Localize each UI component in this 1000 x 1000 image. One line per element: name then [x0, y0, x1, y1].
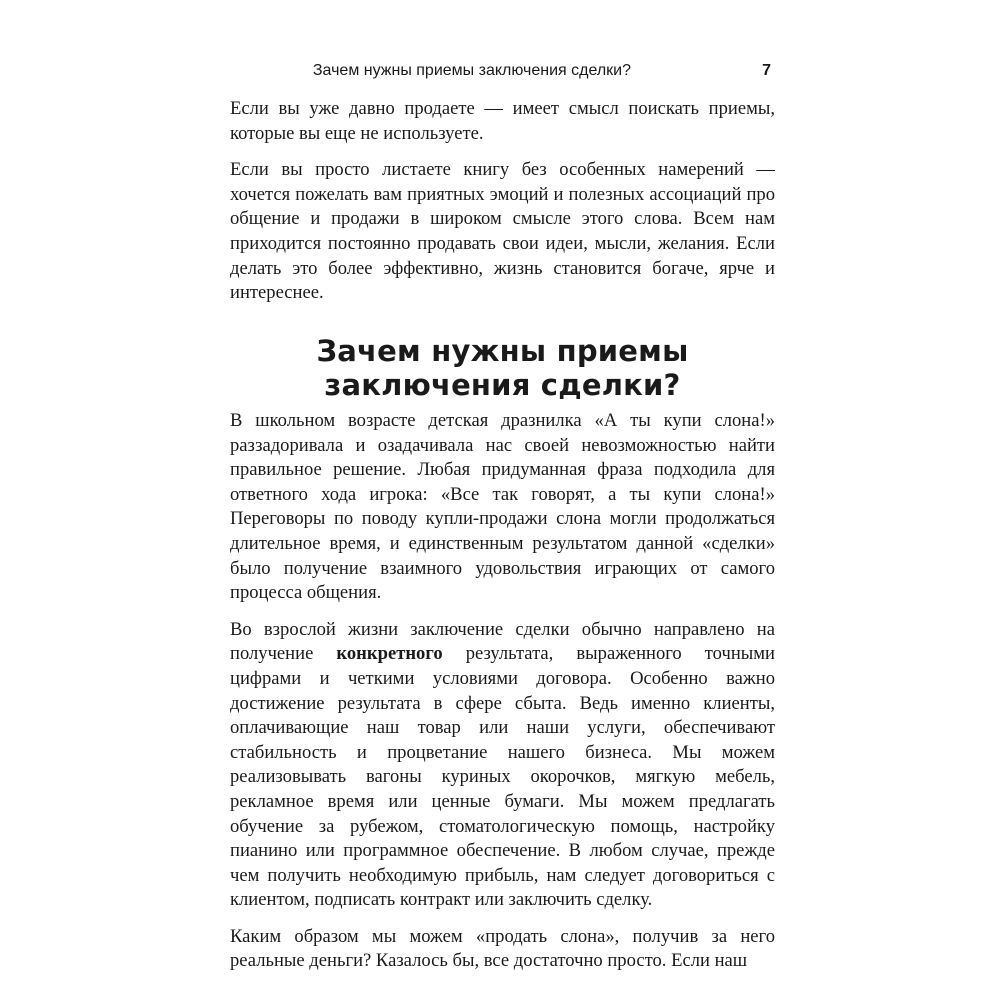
section-body	[230, 409, 775, 986]
emphasis-word: конкретного	[336, 643, 443, 665]
section-heading-line-2: заключения сделки?	[324, 368, 681, 402]
intro-text	[230, 97, 775, 318]
intro-paragraph-2: Если вы просто листаете книгу без особенных намерений — хочется пожелать вам приятных эмоций и полезных ассоциаций про общение и продажи в широком смысле этого слова. Всем нам приходится постоянно продавать свои идеи, мысли, желания. Если делать это более эффективно, жизнь становится богаче, ярче и интереснее.	[230, 159, 775, 304]
section-heading	[230, 334, 775, 402]
page-number: 7	[762, 62, 771, 79]
running-head	[230, 60, 775, 82]
intro-paragraph-1: Если вы уже давно продаете — имеет смысл поискать приемы, которые вы еще не используете.	[230, 98, 775, 144]
body-paragraph-2-end: результата, выраженного точными цифрами и четкими условиями договора. Особенно важно достижение результата в сфере сбыта. Ведь именно клиенты, оплачивающие наш товар или наши услуги, обеспечивают стабильность и процветание нашего бизнеса. Мы можем реализовывать вагоны куриных окорочков, мягкую мебель, рекламное время или ценные бумаги. Мы можем предлагать обучение за рубежом, стоматологическую помощь, настройку пианино или программное обеспечение. В любом случае, прежде чем получить необходимую прибыль, нам следует договориться с клиентом, подписать контракт или заключить сделку.	[230, 643, 775, 911]
section-heading-line-1: Зачем нужны приемы	[316, 334, 689, 368]
body-paragraph-2-start: Во взрослой жизни заключение сделки обычно направлено на получение	[230, 618, 775, 665]
body-paragraph-3: Каким образом мы можем «продать слона», получив за него реальные деньги? Казалось бы, все достаточно просто. Если наш	[230, 925, 775, 972]
body-paragraph-2	[230, 618, 775, 913]
running-title: Зачем нужны приемы заключения сделки?	[312, 62, 631, 79]
body-paragraph-1: В школьном возрасте детская дразнилка «А ты купи слона!» раззадоривала и озадачивала нас своей невозможностью найти правильное решение. Любая придуманная фраза подходила для ответного хода игрока: «Все так говорят, а ты купи слона!» Переговоры по поводу купли-продажи слона могли продолжаться длительное время, и единственным результатом данной «сделки» было получение взаимного удовольствия играющих от самого процесса общения.	[230, 410, 775, 604]
